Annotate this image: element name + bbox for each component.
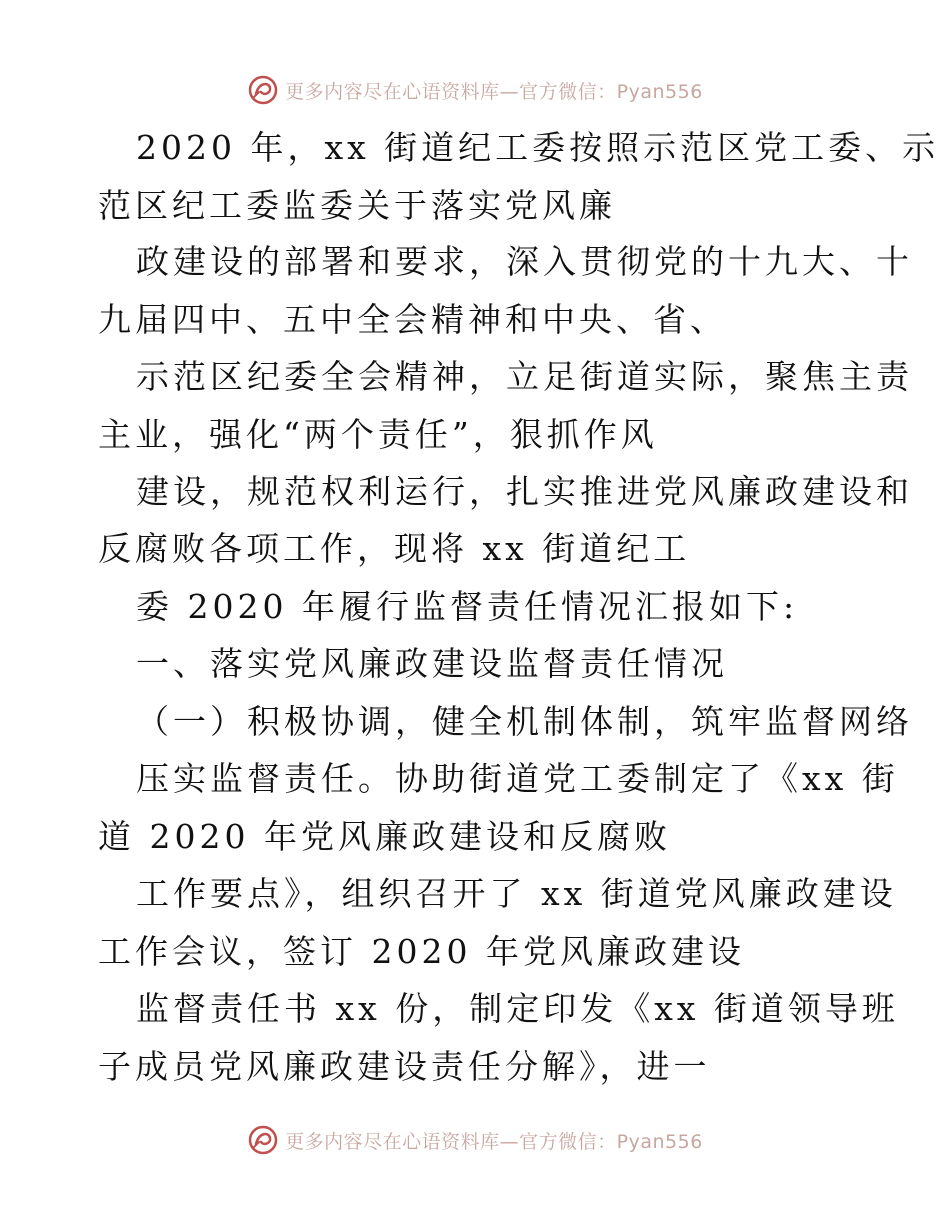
paragraph-line: 示范区纪委全会精神，立足街道实际，聚焦主责 [136, 357, 913, 396]
swirl-logo-icon [247, 1124, 279, 1156]
paragraph-line: 工作会议，签订 2020 年党风廉政建设 [98, 932, 745, 971]
watermark-text: 更多内容尽在心语资料库—官方微信：Pyan556 [285, 80, 703, 103]
watermark-text: 更多内容尽在心语资料库—官方微信：Pyan556 [285, 1130, 703, 1153]
paragraph-line: 委 2020 年履行监督责任情况汇报如下: [136, 587, 799, 626]
paragraph-line: 反腐败各项工作，现将 xx 街道纪工 [98, 529, 691, 568]
section-heading: 一、落实党风廉政建设监督责任情况 [136, 644, 728, 683]
paragraph-line: 建设，规范权利运行，扎实推进党风廉政建设和 [136, 472, 913, 511]
paragraph-line: 道 2020 年党风廉政建设和反腐败 [98, 817, 671, 856]
watermark-bottom [0, 1120, 950, 1160]
paragraph-line: 压实监督责任。协助街道党工委制定了《xx 街 [136, 759, 899, 798]
paragraph-line: 2020 年，xx 街道纪工委按照示范区党工委、示 [136, 128, 940, 167]
paragraph-line: 政建设的部署和要求，深入贯彻党的十九大、十 [136, 242, 913, 281]
paragraph-line: 工作要点》，组织召开了 xx 街道党风廉政建设 [136, 874, 897, 913]
paragraph-line: 范区纪工委监委关于落实党风廉 [98, 186, 616, 225]
paragraph-line: 监督责任书 xx 份，制定印发《xx 街道领导班 [136, 989, 899, 1028]
paragraph-line: 子成员党风廉政建设责任分解》，进一 [98, 1047, 711, 1086]
paragraph-line: 九届四中、五中全会精神和中央、省、 [98, 300, 727, 339]
subsection-heading: （一）积极协调，健全机制体制，筑牢监督网络 [136, 702, 913, 741]
paragraph-line: 主业，强化“两个责任”，狠抓作风 [98, 415, 658, 454]
